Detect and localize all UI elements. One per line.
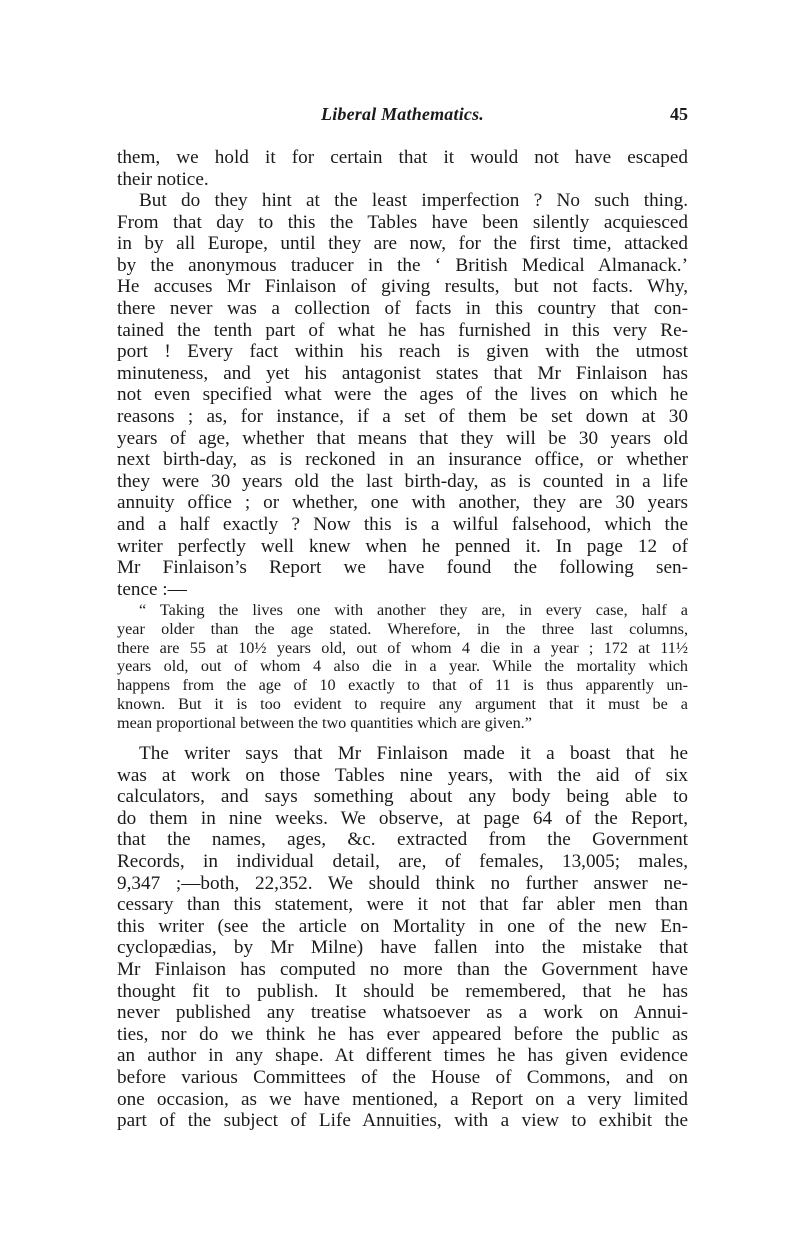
quote-line: “ Taking the lives one with another they are, in every case, half a [139, 601, 688, 619]
text-line: ties, nor do we think he has ever appeared before the public as [117, 1023, 688, 1045]
text-line: The writer says that Mr Finlaison made it a boast that he [139, 743, 688, 764]
text-line: that the names, ages, &c. extracted from the Government [117, 829, 688, 851]
text-line: From that day to this the Tables have been silently acquiesced [117, 211, 688, 233]
text-line: But do they hint at the least imperfection ? No such thing. [139, 190, 688, 211]
text-line: He accuses Mr Finlaison of giving results, but not facts. Why, [117, 276, 688, 298]
text-line: and a half exactly ? Now this is a wilful falsehood, which the [117, 513, 688, 535]
text-line: Mr Finlaison’s Report we have found the following sen- [117, 557, 688, 579]
text-line: in by all Europe, until they are now, for the first time, attacked [117, 233, 688, 255]
quote-line: year older than the age stated. Wherefore, in the three last columns, [117, 619, 688, 638]
text-line: port ! Every fact within his reach is given with the utmost [117, 341, 688, 363]
text-line: them, we hold it for certain that it would not have escaped [117, 147, 688, 168]
text-line: Mr Finlaison has computed no more than the Government have [117, 958, 688, 980]
text-line: reasons ; as, for instance, if a set of them be set down at 30 [117, 405, 688, 427]
text-line: not even specified what were the ages of the lives on which he [117, 384, 688, 406]
text-line: do them in nine weeks. We observe, at page 64 of the Report, [117, 807, 688, 829]
page-number: 45 [670, 104, 688, 124]
block-quote [117, 601, 688, 733]
text-line: minuteness, and yet his antagonist states that Mr Finlaison has [117, 362, 688, 384]
text-line: tained the tenth part of what he has furnished in this very Re- [117, 319, 688, 341]
text-line: cyclopædias, by Mr Milne) have fallen into the mistake that [117, 937, 688, 959]
text-line: never published any treatise whatsoever as a work on Annui- [117, 1002, 688, 1024]
text-line: Records, in individual detail, are, of females, 13,005; males, [117, 850, 688, 872]
paragraph-writer-says [117, 743, 688, 1132]
text-line: before various Committees of the House of Commons, and on [117, 1066, 688, 1088]
text-line: thought fit to publish. It should be remembered, that he has [117, 980, 688, 1002]
running-title: Liberal Mathematics. [321, 104, 484, 124]
text-line: 9,347 ;—both, 22,352. We should think no further answer ne- [117, 872, 688, 894]
text-line: calculators, and says something about any body being able to [117, 786, 688, 808]
text-line: there never was a collection of facts in this country that con- [117, 297, 688, 319]
text-line: an author in any shape. At different times he has given evidence [117, 1045, 688, 1067]
quote-line: known. But it is too evident to require any argument that it must be a [117, 694, 688, 713]
text-line: tence :— [117, 578, 187, 600]
text-line: annuity office ; or whether, one with another, they are 30 years [117, 492, 688, 514]
text-line: their notice. [117, 168, 209, 190]
quote-line: happens from the age of 10 exactly to that of 11 is thus apparently un- [117, 676, 688, 695]
quote-line: years old, out of whom 4 also die in a year. While the mortality which [117, 657, 688, 676]
text-line: part of the subject of Life Annuities, with a view to exhibit the [117, 1110, 688, 1132]
quote-line: mean proportional between the two quantities which are given.” [117, 713, 532, 732]
text-line: cessary than this statement, were it not that far abler men than [117, 894, 688, 916]
text-line: one occasion, as we have mentioned, a Report on a very limited [117, 1088, 688, 1110]
text-line: they were 30 years old the last birth-day, as is counted in a life [117, 470, 688, 492]
running-header [117, 104, 688, 128]
text-line: this writer (see the article on Mortality in one of the new En- [117, 915, 688, 937]
paragraph-imperfection [117, 190, 688, 600]
text-line: writer perfectly well knew when he penned it. In page 12 of [117, 535, 688, 557]
quote-line: there are 55 at 10½ years old, out of whom 4 die in a year ; 172 at 11½ [117, 638, 688, 657]
text-line: years of age, whether that means that they will be 30 years old [117, 427, 688, 449]
paragraph-continuation [117, 147, 688, 190]
text-line: by the anonymous traducer in the ‘ British Medical Almanack.’ [117, 254, 688, 276]
text-line: next birth-day, as is reckoned in an insurance office, or whether [117, 449, 688, 471]
text-line: was at work on those Tables nine years, with the aid of six [117, 764, 688, 786]
